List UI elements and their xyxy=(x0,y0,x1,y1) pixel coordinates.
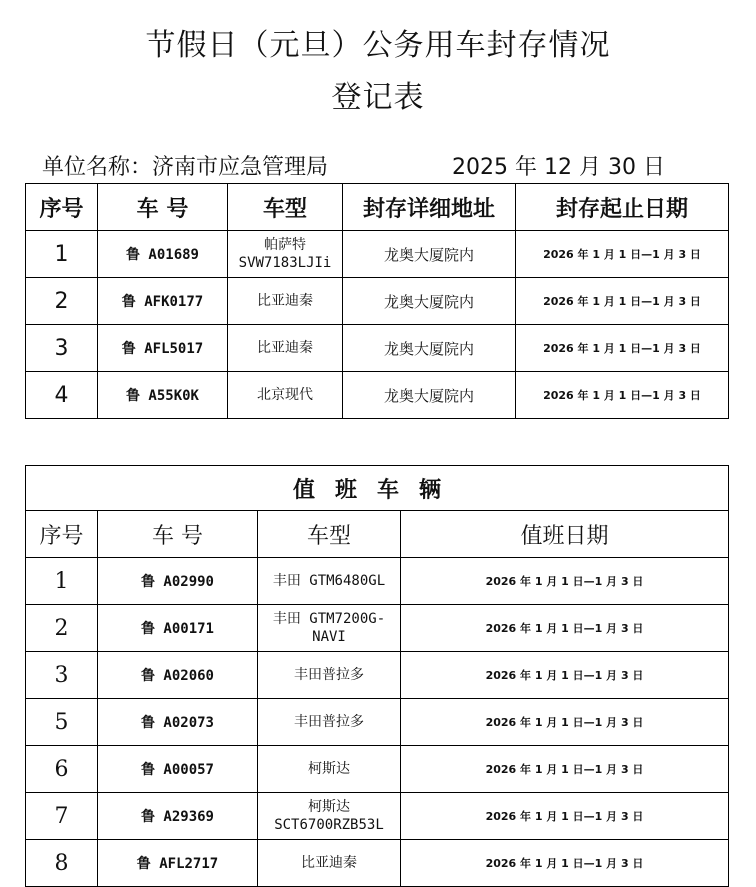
row-number: 3 xyxy=(26,652,98,699)
duty-col-header-model: 车型 xyxy=(258,511,401,558)
row-number: 8 xyxy=(26,840,98,887)
table-row xyxy=(26,325,729,372)
vehicle-model: 比亚迪秦 xyxy=(228,325,343,372)
duty-dates: 2026 年 1 月 1 日—1 月 3 日 xyxy=(401,605,729,652)
plate-number: 鲁 A02990 xyxy=(98,558,258,605)
table-row xyxy=(26,372,729,419)
vehicle-model: 比亚迪秦 xyxy=(228,278,343,325)
plate-number: 鲁 A00057 xyxy=(98,746,258,793)
storage-dates: 2026 年 1 月 1 日—1 月 3 日 xyxy=(516,372,729,419)
row-number: 2 xyxy=(26,278,98,325)
table-row xyxy=(26,278,729,325)
report-date: 2025 年 12 月 30 日 xyxy=(452,155,665,180)
duty-dates: 2026 年 1 月 1 日—1 月 3 日 xyxy=(401,558,729,605)
vehicle-model: 比亚迪秦 xyxy=(258,840,401,887)
storage-address: 龙奥大厦院内 xyxy=(343,231,516,278)
row-number: 1 xyxy=(26,231,98,278)
storage-address: 龙奥大厦院内 xyxy=(343,372,516,419)
plate-number: 鲁 A29369 xyxy=(98,793,258,840)
vehicle-model: 丰田普拉多 xyxy=(258,652,401,699)
plate-number: 鲁 AFK0177 xyxy=(98,278,228,325)
col-header-model: 车型 xyxy=(228,184,343,231)
row-number: 3 xyxy=(26,325,98,372)
vehicle-model: 帕萨特 SVW7183LJIi xyxy=(228,231,343,278)
storage-address: 龙奥大厦院内 xyxy=(343,278,516,325)
duty-col-header-plate: 车 号 xyxy=(98,511,258,558)
table-row xyxy=(26,746,729,793)
vehicle-model: 柯斯达 xyxy=(258,746,401,793)
plate-number: 鲁 A02060 xyxy=(98,652,258,699)
table-row xyxy=(26,558,729,605)
duty-dates: 2026 年 1 月 1 日—1 月 3 日 xyxy=(401,652,729,699)
col-header-dates: 封存起止日期 xyxy=(516,184,729,231)
col-header-address: 封存详细地址 xyxy=(343,184,516,231)
row-number: 1 xyxy=(26,558,98,605)
duty-dates: 2026 年 1 月 1 日—1 月 3 日 xyxy=(401,840,729,887)
unit-line xyxy=(42,150,742,180)
duty-col-header-no: 序号 xyxy=(26,511,98,558)
duty-vehicles-table xyxy=(25,465,729,887)
document-title: 节假日（元旦）公务用车封存情况 xyxy=(145,28,611,63)
row-number: 5 xyxy=(26,699,98,746)
sealed-vehicles-table xyxy=(25,183,729,419)
plate-number: 鲁 A01689 xyxy=(98,231,228,278)
row-number: 6 xyxy=(26,746,98,793)
duty-dates: 2026 年 1 月 1 日—1 月 3 日 xyxy=(401,699,729,746)
col-header-no: 序号 xyxy=(26,184,98,231)
storage-dates: 2026 年 1 月 1 日—1 月 3 日 xyxy=(516,325,729,372)
row-number: 7 xyxy=(26,793,98,840)
table-row xyxy=(26,231,729,278)
vehicle-model: 丰田普拉多 xyxy=(258,699,401,746)
plate-number: 鲁 AFL5017 xyxy=(98,325,228,372)
table-row xyxy=(26,652,729,699)
plate-number: 鲁 A55K0K xyxy=(98,372,228,419)
plate-number: 鲁 A00171 xyxy=(98,605,258,652)
row-number: 4 xyxy=(26,372,98,419)
plate-number: 鲁 AFL2717 xyxy=(98,840,258,887)
duty-section-row xyxy=(26,466,729,511)
vehicle-model: 丰田 GTM7200G- NAVI xyxy=(258,605,401,652)
duty-header-row xyxy=(26,511,729,558)
vehicle-model: 柯斯达 SCT6700RZB53L xyxy=(258,793,401,840)
document-subtitle: 登记表 xyxy=(331,80,425,115)
unit-name: 单位名称：济南市应急管理局 xyxy=(42,155,329,180)
duty-dates: 2026 年 1 月 1 日—1 月 3 日 xyxy=(401,793,729,840)
duty-section-title: 值班车辆 xyxy=(26,466,729,511)
row-number: 2 xyxy=(26,605,98,652)
vehicle-model: 丰田 GTM6480GL xyxy=(258,558,401,605)
plate-number: 鲁 A02073 xyxy=(98,699,258,746)
storage-dates: 2026 年 1 月 1 日—1 月 3 日 xyxy=(516,278,729,325)
duty-dates: 2026 年 1 月 1 日—1 月 3 日 xyxy=(401,746,729,793)
col-header-plate: 车 号 xyxy=(98,184,228,231)
table-row xyxy=(26,793,729,840)
vehicle-model: 北京现代 xyxy=(228,372,343,419)
table-row xyxy=(26,699,729,746)
table-row xyxy=(26,605,729,652)
sealed-header-row xyxy=(26,184,729,231)
storage-address: 龙奥大厦院内 xyxy=(343,325,516,372)
storage-dates: 2026 年 1 月 1 日—1 月 3 日 xyxy=(516,231,729,278)
duty-col-header-dates: 值班日期 xyxy=(401,511,729,558)
